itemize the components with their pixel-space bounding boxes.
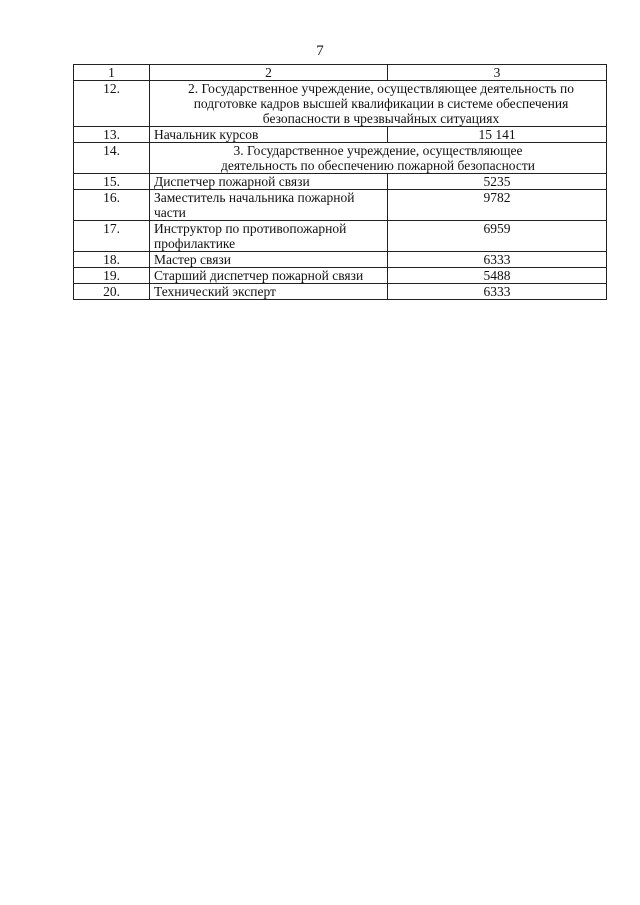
table-row [74, 221, 607, 252]
row-number: 16. [74, 190, 150, 221]
row-number: 13. [74, 127, 150, 143]
salary-value: 5488 [388, 268, 607, 284]
salary-table [73, 64, 607, 300]
table-row [74, 127, 607, 143]
salary-value: 6959 [388, 221, 607, 252]
table-row [74, 252, 607, 268]
salary-value: 6333 [388, 252, 607, 268]
table-row [74, 190, 607, 221]
position-title: Старший диспетчер пожарной связи [150, 268, 388, 284]
page-number: 7 [316, 43, 324, 59]
salary-value: 6333 [388, 284, 607, 300]
section-heading: 3. Государственное учреждение, осуществляющее деятельность по обеспечению пожарной безопасности [150, 143, 607, 174]
position-title: Заместитель начальника пожарной части [150, 190, 388, 221]
salary-value: 9782 [388, 190, 607, 221]
position-title: Технический эксперт [150, 284, 388, 300]
row-number: 15. [74, 174, 150, 190]
position-title: Диспетчер пожарной связи [150, 174, 388, 190]
section-heading: 2. Государственное учреждение, осуществляющее деятельность по подготовке кадров высшей квалификации в системе обеспечения безопасности в чрезвычайных ситуациях [150, 81, 607, 127]
column-header-3: 3 [388, 65, 607, 81]
table-header-row [74, 65, 607, 81]
row-number: 17. [74, 221, 150, 252]
row-number: 20. [74, 284, 150, 300]
position-title: Мастер связи [150, 252, 388, 268]
column-header-2: 2 [150, 65, 388, 81]
salary-value: 15 141 [388, 127, 607, 143]
position-title: Инструктор по противопожарной профилактике [150, 221, 388, 252]
table-row [74, 268, 607, 284]
row-number: 18. [74, 252, 150, 268]
table-row [74, 174, 607, 190]
row-number: 12. [74, 81, 150, 127]
column-header-1: 1 [74, 65, 150, 81]
salary-value: 5235 [388, 174, 607, 190]
table-row [74, 143, 607, 174]
table-row [74, 284, 607, 300]
row-number: 19. [74, 268, 150, 284]
position-title: Начальник курсов [150, 127, 388, 143]
row-number: 14. [74, 143, 150, 174]
table-row [74, 81, 607, 127]
